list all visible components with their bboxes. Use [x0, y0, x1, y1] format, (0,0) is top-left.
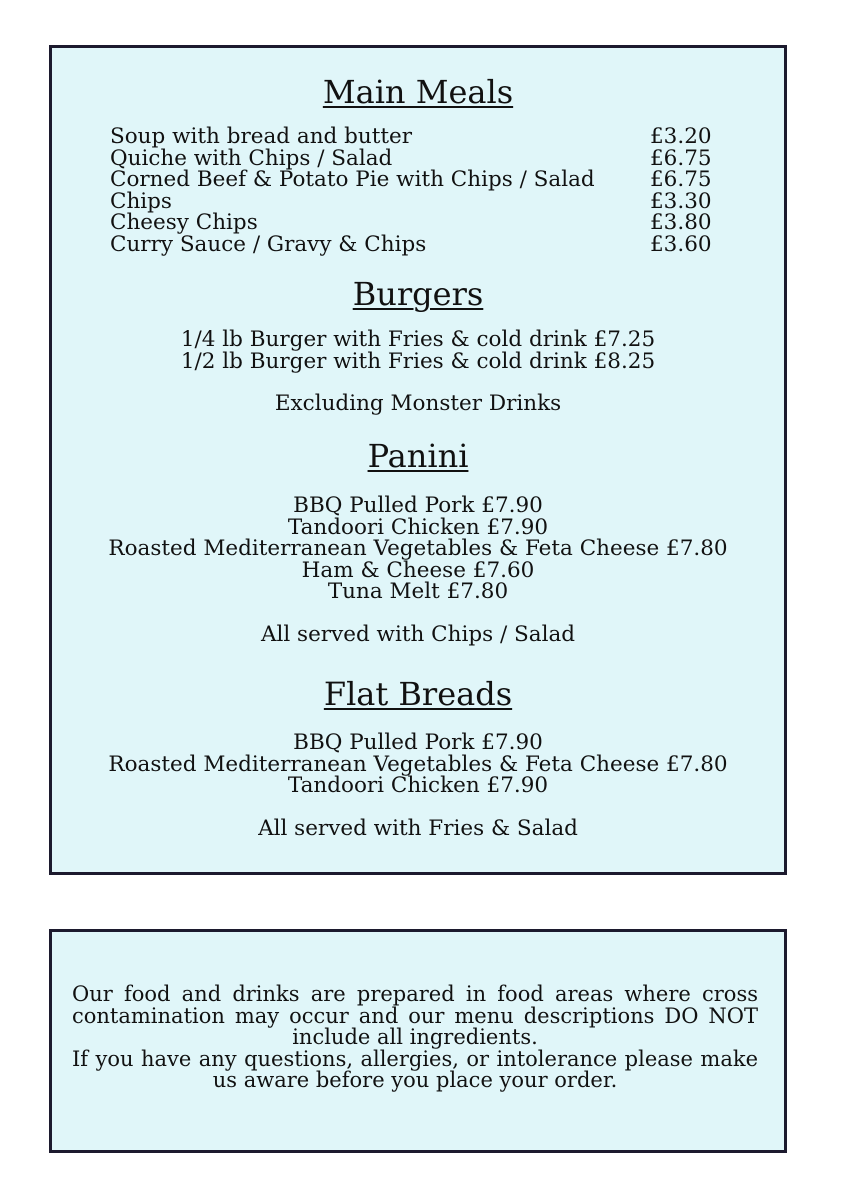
meal-price: £3.60: [650, 231, 712, 257]
list-item: 1/2 lb Burger with Fries & cold drink £8.25: [180, 348, 656, 374]
main-meals-title: Main Meals: [322, 73, 514, 111]
main-meals-list: [110, 126, 730, 255]
list-item: 1/4 lb Burger with Fries & cold drink £7.25: [180, 327, 656, 352]
panini-list: [52, 495, 784, 603]
allergen-notice-paragraph: If you have any questions, allergies, or intolerance please make us aware before you place your order.: [72, 1046, 758, 1092]
meal-name: Curry Sauce / Gravy & Chips: [110, 231, 427, 257]
allergen-notice-paragraph: Our food and drinks are prepared in food areas where cross contamination may occur and our menu descriptions DO NOT include all ingredients.: [72, 982, 758, 1049]
flat-breads-list: [52, 732, 784, 797]
meal-row: [110, 231, 730, 257]
meal-row: [110, 212, 730, 234]
meal-price: £6.75: [650, 145, 712, 171]
list-item: BBQ Pulled Pork £7.90: [293, 730, 543, 755]
meal-name: Chips: [110, 188, 172, 214]
meal-row: [110, 169, 730, 191]
flat-breads-note: All served with Fries & Salad: [258, 816, 578, 841]
flat-breads-title: Flat Breads: [323, 675, 513, 713]
meal-row: [110, 126, 730, 148]
meal-row: [110, 188, 730, 214]
list-item: Tandoori Chicken £7.90: [287, 773, 549, 798]
meal-name: Quiche with Chips / Salad: [110, 145, 393, 171]
meal-row: [110, 145, 730, 171]
meal-name: Cheesy Chips: [110, 210, 258, 235]
menu-panel: [49, 45, 787, 875]
meal-price: £3.80: [650, 210, 712, 235]
meal-name: Soup with bread and butter: [110, 124, 413, 149]
meal-price: £3.20: [650, 124, 712, 149]
burgers-list: [52, 329, 784, 372]
burgers-title: Burgers: [352, 275, 484, 313]
burgers-note: Excluding Monster Drinks: [274, 391, 562, 416]
meal-name: Corned Beef & Potato Pie with Chips / Salad: [110, 167, 595, 192]
list-item: BBQ Pulled Pork £7.90: [293, 493, 543, 518]
list-item: Tandoori Chicken £7.90: [287, 514, 549, 540]
list-item: Roasted Mediterranean Vegetables & Feta Cheese £7.80: [108, 751, 728, 777]
list-item: Ham & Cheese £7.60: [301, 557, 535, 583]
list-item: Tuna Melt £7.80: [327, 579, 509, 604]
list-item: Roasted Mediterranean Vegetables & Feta Cheese £7.80: [108, 536, 728, 561]
panini-title: Panini: [367, 437, 469, 475]
meal-price: £3.30: [650, 188, 712, 214]
allergen-notice-panel: [49, 929, 787, 1153]
panini-note: All served with Chips / Salad: [260, 622, 576, 647]
allergen-notice-text: [72, 984, 758, 1092]
meal-price: £6.75: [650, 167, 712, 192]
